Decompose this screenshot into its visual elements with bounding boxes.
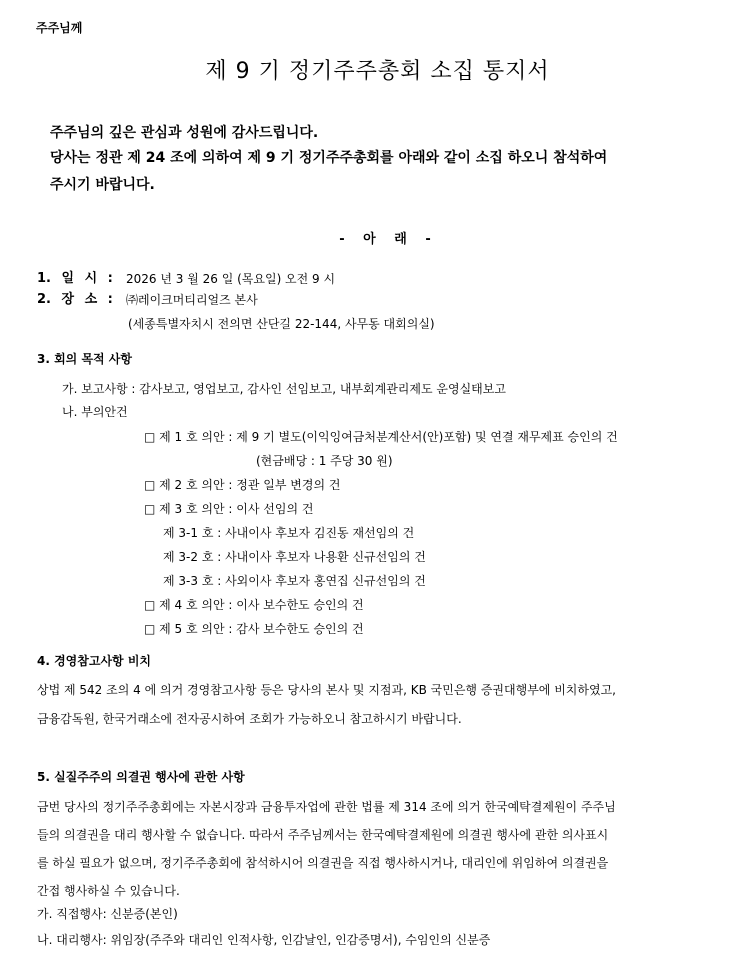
agenda-item-1-dividend: (현금배당 : 1 주당 30 원) [256, 454, 393, 468]
venue-address: (세종특별자치시 전의면 산단길 22-144, 사무동 대회의실) [128, 317, 435, 331]
agenda-item-3-3: 제 3-3 호 : 사외이사 후보자 홍연집 신규선임의 건 [163, 574, 426, 588]
salutation: 주주님께 [36, 21, 83, 35]
agenda-item-2: □ 제 2 호 의안 : 정관 일부 변경의 건 [144, 478, 341, 492]
section-5-line: 들의 의결권을 대리 행사할 수 없습니다. 따라서 주주님께서는 한국예탁결제원에 의결권 행사에 관한 의사표시 [37, 828, 609, 842]
agenda-item-1: □ 제 1 호 의안 : 제 9 기 별도(이익잉여금처분계산서(안)포함) 및 연결 재무제표 승인의 건 [144, 430, 618, 444]
agenda-item-5: □ 제 5 호 의안 : 감사 보수한도 승인의 건 [144, 622, 364, 636]
notice-heading: - 아 래 - [339, 232, 431, 247]
agenda-item-3-1: 제 3-1 호 : 사내이사 후보자 김진동 재선임의 건 [163, 526, 415, 540]
proxy-exercise: 나. 대리행사: 위임장(주주와 대리인 인적사항, 인감날인, 인감증명서), 수임인의 신분증 [37, 933, 491, 947]
agenda-item-3: □ 제 3 호 의안 : 이사 선임의 건 [144, 502, 314, 516]
date-label: 1. 일 시 : [37, 271, 113, 286]
agenda-item-4: □ 제 4 호 의안 : 이사 보수한도 승인의 건 [144, 598, 364, 612]
section-5-line: 간접 행사하실 수 있습니다. [37, 884, 180, 898]
greeting-line-1: 주주님의 깊은 관심과 성원에 감사드립니다. [50, 125, 319, 141]
document-title: 제 9 기 정기주주총회 소집 통지서 [205, 59, 550, 84]
section-5-body [37, 793, 727, 905]
section-5-line: 금번 당사의 정기주주총회에는 자본시장과 금융투자업에 관한 법률 제 314 조에 의거 한국예탁결제원이 주주님 [37, 800, 616, 814]
section-5-line: 를 하실 필요가 없으며, 정기주주총회에 참석하시어 의결권을 직접 행사하시거나, 대리인에 위임하여 의결권을 [37, 856, 609, 870]
date-value: 2026 년 3 월 26 일 (목요일) 오전 9 시 [126, 272, 336, 286]
greeting-line-2: 당사는 정관 제 24 조에 의하여 제 9 기 정기주주총회를 아래와 같이 소집 하오니 참석하여 [50, 150, 608, 166]
section-4-heading: 4. 경영참고사항 비치 [37, 654, 152, 668]
section-3-heading: 3. 회의 목적 사항 [37, 352, 132, 366]
section-5-heading: 5. 실질주주의 의결권 행사에 관한 사항 [37, 770, 245, 784]
venue-value: ㈜레이크머티리얼즈 본사 [126, 293, 258, 307]
section-4-body [37, 676, 727, 734]
agenda-item-3-2: 제 3-2 호 : 사내이사 후보자 나용환 신규선임의 건 [163, 550, 426, 564]
resolution-heading: 나. 부의안건 [62, 405, 128, 419]
section-4-line: 상법 제 542 조의 4 에 의거 경영참고사항 등은 당사의 본사 및 지점과, KB 국민은행 증권대행부에 비치하였고, [37, 683, 616, 697]
direct-exercise: 가. 직접행사: 신분증(본인) [37, 907, 178, 921]
venue-label: 2. 장 소 : [37, 292, 113, 307]
greeting-line-3: 주시기 바랍니다. [50, 177, 155, 193]
section-4-line: 금융감독원, 한국거래소에 전자공시하여 조회가 가능하오니 참고하시기 바랍니다. [37, 712, 462, 726]
report-items: 가. 보고사항 : 감사보고, 영업보고, 감사인 선임보고, 내부회계관리제도 운영실태보고 [62, 382, 506, 396]
